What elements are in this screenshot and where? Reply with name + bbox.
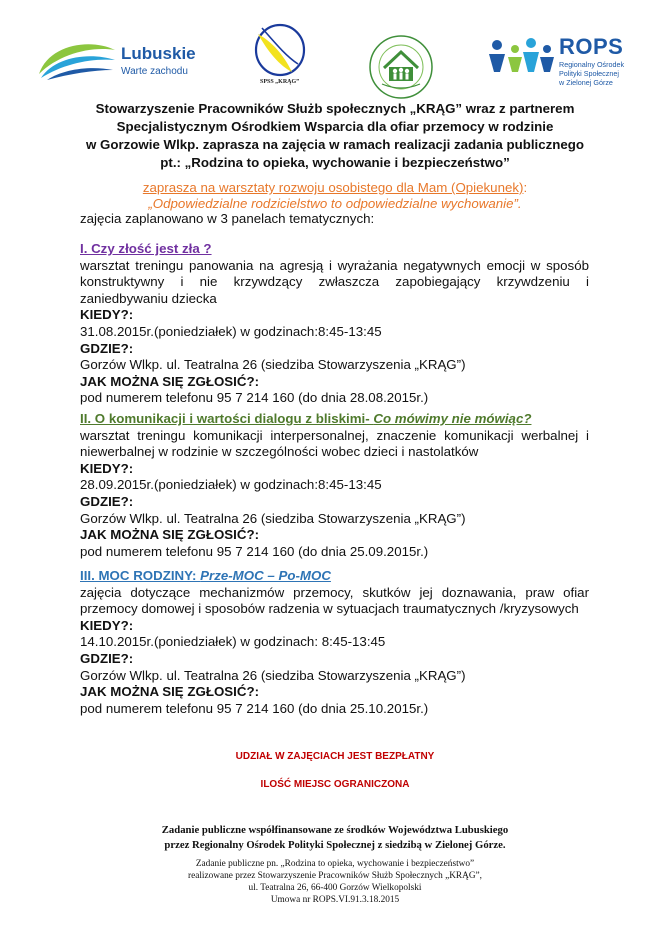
spss-emblem-icon — [246, 22, 316, 80]
osw-logo — [368, 34, 434, 100]
rops-name: ROPS — [559, 34, 624, 59]
section-description: zajęcia dotyczące mechanizmów przemocy, skutków jej doznawania, praw ofiar przemocy domowej i sposobów radzenia w sytuacjach traumatycznych /kryzysowych — [80, 584, 589, 617]
how-value: pod numerem telefonu 95 7 214 160 (do dnia 25.09.2015r.) — [80, 543, 429, 559]
section-title — [80, 568, 589, 585]
how-label: JAK MOŻNA SIĘ ZGŁOSIĆ?: — [80, 373, 260, 389]
footer-line: Umowa nr ROPS.VI.91.3.18.2015 — [270, 895, 400, 905]
intro-text: zajęcia zaplanowano w 3 panelach tematycznych: — [80, 211, 375, 226]
logo-bar — [0, 22, 670, 102]
rops-subtitle-line: w Zielonej Górze — [559, 78, 613, 87]
invitation-colon: : — [523, 180, 528, 195]
when-value: 31.08.2015r.(poniedziałek) w godzinach:8:45-13:45 — [80, 323, 382, 339]
rops-subtitle — [559, 60, 624, 87]
section-title-text: III. MOC RODZINY: — [80, 568, 201, 583]
heading-line: w Gorzowie Wlkp. zaprasza na zajęcia w ramach realizacji zadania publicznego — [85, 137, 585, 152]
how-value: pod numerem telefonu 95 7 214 160 (do dnia 28.08.2015r.) — [80, 390, 429, 406]
invitation-title: zaprasza na warsztaty rozwoju osobistego dla Mam (Opiekunek) — [142, 180, 524, 195]
heading-line: Stowarzyszenie Pracowników Służb społecznych „KRĄG” wraz z partnerem — [95, 101, 575, 116]
section-1 — [80, 241, 589, 407]
when-label: KIEDY?: — [80, 307, 134, 323]
section-title — [80, 411, 589, 428]
footer-line: realizowane przez Stowarzyszenie Pracowników Służb Społecznych „KRĄG”, — [187, 871, 483, 881]
lubuskie-tagline: Warte zachodu — [121, 66, 188, 77]
where-label: GDZIE?: — [80, 493, 134, 509]
when-label: KIEDY?: — [80, 617, 134, 633]
section-2 — [80, 411, 589, 560]
when-label: KIEDY?: — [80, 460, 134, 476]
section-title-emphasis: Prze-MOC – Po-MOC — [200, 568, 331, 583]
heading-line: Specjalistycznym Ośrodkiem Wsparcia dla ofiar przemocy w rodzinie — [116, 119, 554, 134]
limited-places-notice: ILOŚĆ MIEJSC OGRANICZONA — [260, 779, 410, 790]
rops-logo — [487, 36, 632, 92]
section-title-text: I. Czy złość jest zła ? — [80, 241, 212, 256]
heading-line: pt.: „Rodzina to opieka, wychowanie i bezpieczeństwo” — [160, 155, 510, 170]
where-label: GDZIE?: — [80, 340, 134, 356]
where-label: GDZIE?: — [80, 650, 134, 666]
section-title — [80, 241, 589, 258]
free-participation-notice: UDZIAŁ W ZAJĘCIACH JEST BEZPŁATNY — [235, 751, 435, 762]
rops-people-icon — [487, 36, 555, 76]
where-value: Gorzów Wlkp. ul. Teatralna 26 (siedziba Stowarzyszenia „KRĄG”) — [80, 510, 466, 526]
when-value: 14.10.2015r.(poniedziałek) w godzinach: 8:45-13:45 — [80, 634, 386, 650]
invitation — [40, 180, 630, 212]
family-house-icon — [368, 34, 434, 100]
funding-line: Zadanie publiczne współfinansowane ze środków Województwa Lubuskiego — [161, 824, 509, 836]
footer — [60, 858, 610, 906]
invitation-motto: „Odpowiedzialne rodzicielstwo to odpowiedzialne wychowanie”. — [148, 196, 522, 211]
funding-statement — [60, 823, 610, 853]
where-value: Gorzów Wlkp. ul. Teatralna 26 (siedziba Stowarzyszenia „KRĄG”) — [80, 357, 466, 373]
lubuskie-logo — [35, 36, 205, 82]
section-3 — [80, 568, 589, 717]
how-label: JAK MOŻNA SIĘ ZGŁOSIĆ?: — [80, 684, 260, 700]
where-value: Gorzów Wlkp. ul. Teatralna 26 (siedziba Stowarzyszenia „KRĄG”) — [80, 667, 466, 683]
when-value: 28.09.2015r.(poniedziałek) w godzinach:8:45-13:45 — [80, 477, 382, 493]
rops-subtitle-line: Polityki Społecznej — [559, 69, 619, 78]
section-description: warsztat treningu komunikacji interpersonalnej, znaczenie komunikacji werbalnej i niewerbalnej w rodzinie w szczególności wobec dzieci i nastolatków — [80, 427, 589, 460]
invitation-line — [40, 180, 630, 196]
document-heading — [40, 100, 630, 172]
how-value: pod numerem telefonu 95 7 214 160 (do dnia 25.10.2015r.) — [80, 700, 429, 716]
lubuskie-name: Lubuskie — [121, 44, 196, 63]
footer-line: ul. Teatralna 26, 66-400 Gorzów Wielkopolski — [248, 883, 422, 893]
section-title-text: II. O komunikacji i wartości dialogu z bliskimi- — [80, 411, 374, 426]
section-description: warsztat treningu panowania na agresją i wyrażania negatywnych emocji w sposób konstruktywny i nie krzywdzący zwłaszcza zapobiegający krzywdzeniu i zaniedbywaniu dziecka — [80, 257, 589, 306]
spss-caption: SPSS „KRĄG” — [260, 79, 300, 85]
footer-line: Zadanie publiczne pn. „Rodzina to opieka, wychowanie i bezpieczeństwo” — [195, 859, 475, 869]
spss-krag-logo — [246, 22, 316, 90]
rops-subtitle-line: Regionalny Ośrodek — [559, 60, 625, 69]
funding-line: przez Regionalny Ośrodek Polityki Społecznej z siedzibą w Zielonej Górze. — [164, 839, 506, 851]
lubuskie-emblem-icon — [35, 36, 119, 82]
section-title-emphasis: Co mówimy nie mówiąc? — [373, 411, 532, 426]
how-label: JAK MOŻNA SIĘ ZGŁOSIĆ?: — [80, 527, 260, 543]
